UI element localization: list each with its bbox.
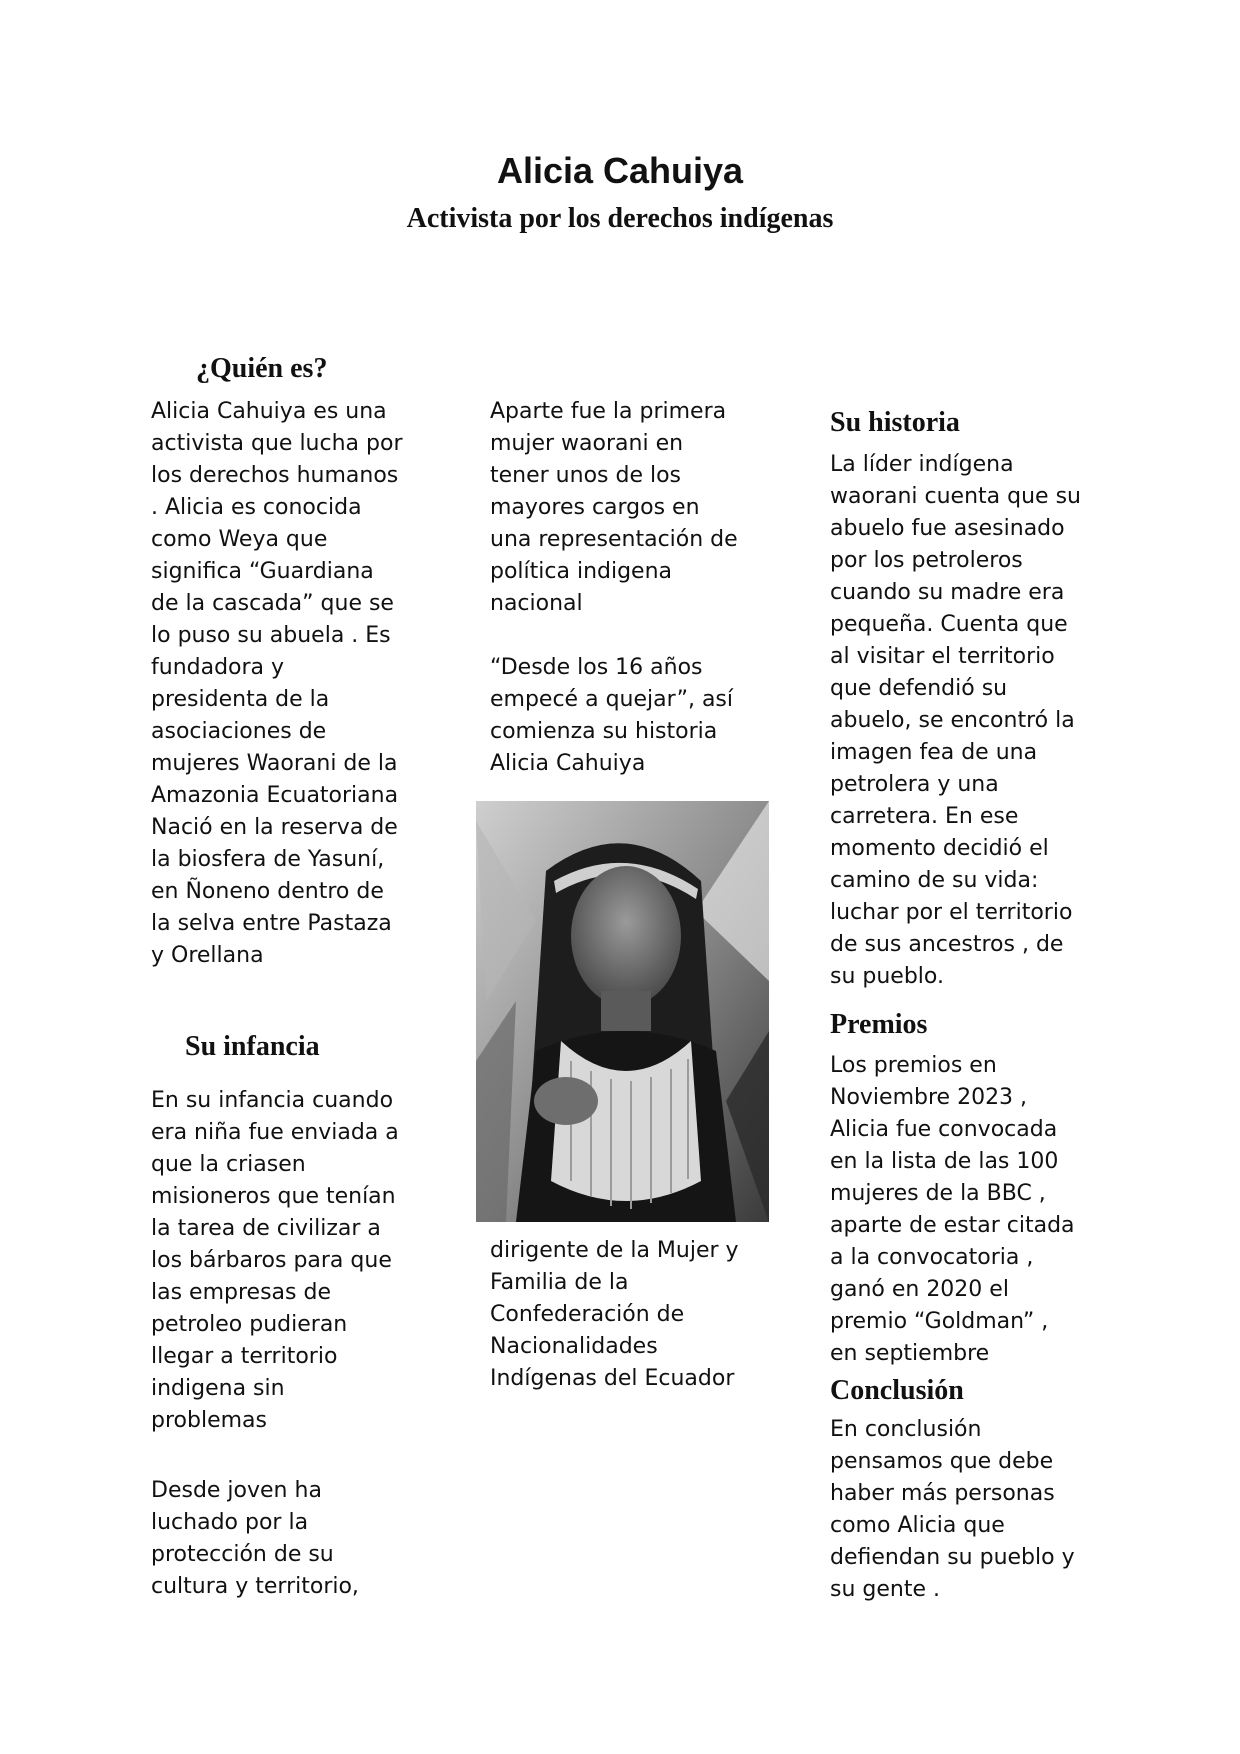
paragraph-premios: Los premios en Noviembre 2023 , Alicia fue convocada en la lista de las 100 mujeres de la BBC , aparte de estar citada a la convocatoria , ganó en 2020 el premio “Goldman” , en septiembre [830, 1053, 1075, 1366]
paragraph-aparte: Aparte fue la primera mujer waorani en tener unos de los mayores cargos en una representación de política indigena nacional [490, 399, 738, 616]
heading-conclusion: Conclusión [830, 1375, 964, 1406]
heading-premios: Premios [830, 1009, 928, 1040]
paragraph-su-historia: La líder indígena waorani cuenta que su abuelo fue asesinado por los petroleros cuando su madre era pequeña. Cuenta que al visitar el territorio que defendió su abuelo, se encontró la imagen fea de una petrolera y una carretera. En ese momento decidió el camino de su vida: luchar por el territorio de sus ancestros , de su pueblo. [830, 452, 1081, 989]
paragraph-quien-es: Alicia Cahuiya es una activista que lucha por los derechos humanos . Alicia es conocida como Weya que significa “Guardiana de la cascada” que se lo puso su abuela . Es fundadora y presidenta de la asociaciones de mujeres Waorani de la Amazonia Ecuatoriana Nació en la reserva de la biosfera de Yasuní, en Ñoneno dentro de la selva entre Pastaza y Orellana [151, 399, 403, 968]
document-subtitle: Activista por los derechos indígenas [406, 203, 834, 234]
paragraph-dirigente: dirigente de la Mujer y Familia de la Confederación de Nacionalidades Indígenas del Ecuador [490, 1238, 739, 1391]
heading-su-historia: Su historia [830, 407, 960, 438]
document-title: Alicia Cahuiya [496, 150, 744, 191]
paragraph-su-infancia: En su infancia cuando era niña fue enviada a que la criasen misioneros que tenían la tarea de civilizar a los bárbaros para que las empresas de petroleo pudieran llegar a territorio indigena sin problemas [151, 1088, 399, 1433]
portrait-photo [476, 801, 769, 1222]
paragraph-quote: “Desde los 16 años empecé a quejar”, así comienza su historia Alicia Cahuiya [490, 655, 734, 776]
paragraph-desde-joven: Desde joven ha luchado por la protección de su cultura y territorio, [151, 1478, 359, 1599]
heading-quien-es: ¿Quién es? [196, 353, 328, 384]
heading-su-infancia: Su infancia [185, 1031, 320, 1062]
paragraph-conclusion: En conclusión pensamos que debe haber más personas como Alicia que defiendan su pueblo y su gente . [830, 1417, 1075, 1602]
